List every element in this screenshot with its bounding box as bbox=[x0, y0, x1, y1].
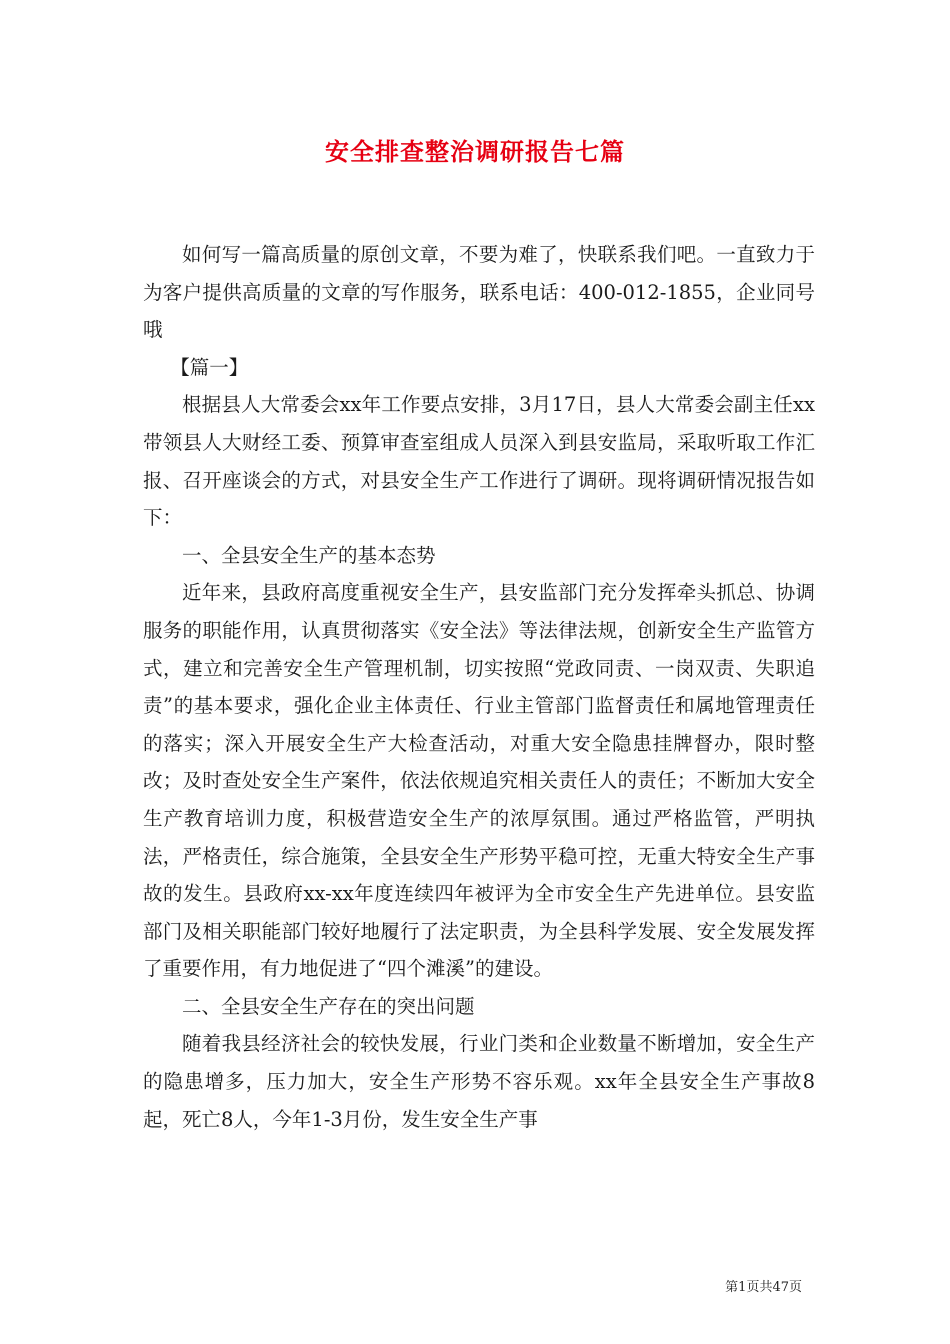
body-paragraph: 近年来，县政府高度重视安全生产，县安监部门充分发挥牵头抓总、协调服务的职能作用，认真贯彻落实《安全法》等法律法规，创新安全生产监管方式，建立和完善安全生产管理机制，切实按照“党政同责、一岗双责、失职追责”的基本要求，强化企业主体责任、行业主管部门监督责任和属地管理责任的落实；深入开展安全生产大检查活动，对重大安全隐患挂牌督办，限时整改；及时查处安全生产案件，依法依规追究相关责任人的责任；不断加大安全生产教育培训力度，积极营造安全生产的浓厚氛围。通过严格监管，严明执法，严格责任，综合施策，全县安全生产形势平稳可控，无重大特安全生产事故的发生。县政府xx-xx年度连续四年被评为全市安全生产先进单位。县安监部门及相关职能部门较好地履行了法定职责，为全县科学发展、安全发展发挥了重要作用，有力地促进了“四个滩溪”的建设。 bbox=[143, 581, 815, 981]
body-paragraph: 根据县人大常委会xx年工作要点安排，3月17日，县人大常委会副主任xx带领县人大财经工委、预算审查室组成人员深入到县安监局，采取听取工作汇报、召开座谈会的方式，对县安全生产工作进行了调研。现将调研情况报告如下： bbox=[143, 393, 815, 530]
intro-paragraph: 如何写一篇高质量的原创文章，不要为难了，快联系我们吧。一直致力于为客户提供高质量的文章的写作服务，联系电话：400-012-1855，企业同号哦 bbox=[143, 243, 815, 342]
document-title: 安全排查整治调研报告七篇 bbox=[325, 137, 625, 166]
section-marker: 【篇一】 bbox=[170, 355, 249, 379]
body-paragraph: 随着我县经济社会的较快发展，行业门类和企业数量不断增加，安全生产的隐患增多，压力加大，安全生产形势不容乐观。xx年全县安全生产事故8起，死亡8人，今年1-3月份，发生安全生产事 bbox=[143, 1032, 815, 1131]
section-heading: 一、全县安全生产的基本态势 bbox=[182, 543, 436, 567]
page-number-footer: 第1页共47页 bbox=[725, 1280, 802, 1295]
section-heading: 二、全县安全生产存在的突出问题 bbox=[182, 994, 475, 1018]
document-body bbox=[143, 236, 815, 1138]
